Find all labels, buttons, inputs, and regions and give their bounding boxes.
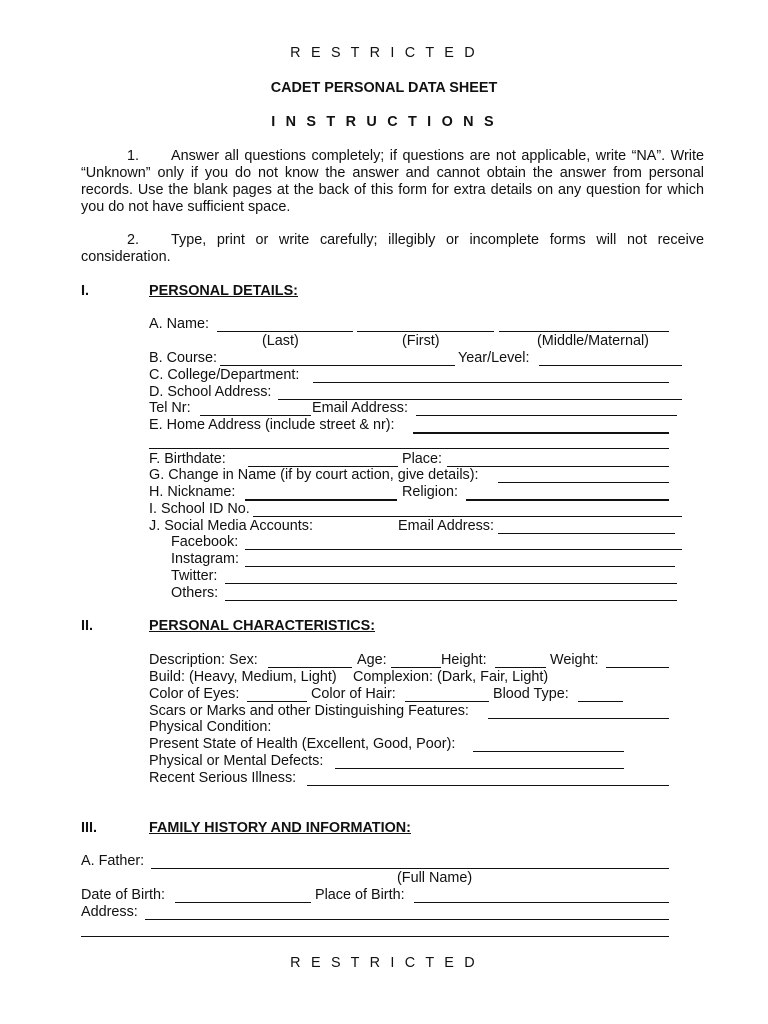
instruction-2-line-1: Type, print or write carefully; illegibly or incomplete forms will not receive — [171, 232, 704, 248]
pob-label: Place of Birth: — [315, 887, 405, 903]
age-label: Age: — [357, 652, 387, 668]
instruction-2-line-2: consideration. — [81, 249, 171, 265]
address-field-2[interactable] — [81, 936, 669, 937]
nickname-label: H. Nickname: — [149, 484, 236, 500]
weight-field[interactable] — [606, 667, 669, 668]
course-field[interactable] — [220, 365, 455, 366]
school-id-field[interactable] — [253, 516, 682, 517]
first-name-field[interactable] — [357, 331, 494, 332]
form-title: CADET PERSONAL DATA SHEET — [270, 80, 498, 96]
physical-condition-label: Physical Condition: — [149, 719, 272, 735]
social-email-label: Email Address: — [398, 518, 494, 534]
instagram-label: Instagram: — [171, 551, 239, 567]
last-caption: (Last) — [262, 333, 299, 349]
course-label: B. Course: — [149, 350, 217, 366]
section-3-title: FAMILY HISTORY AND INFORMATION: — [149, 820, 411, 836]
instructions-heading: I N S T R U C T I O N S — [271, 114, 497, 130]
year-level-label: Year/Level: — [458, 350, 530, 366]
nickname-field[interactable] — [245, 499, 397, 501]
instruction-1-line-4: you do not have sufficient space. — [81, 199, 291, 215]
hair-label: Color of Hair: — [311, 686, 396, 702]
instruction-1-number: 1. — [127, 148, 140, 164]
twitter-label: Twitter: — [171, 568, 218, 584]
blood-type-label: Blood Type: — [493, 686, 569, 702]
email-label: Email Address: — [312, 400, 408, 416]
year-level-field[interactable] — [539, 365, 682, 366]
full-name-caption: (Full Name) — [397, 870, 473, 886]
social-email-field[interactable] — [498, 533, 675, 534]
place-label: Place: — [402, 451, 442, 467]
dob-label: Date of Birth: — [81, 887, 165, 903]
tel-label: Tel Nr: — [149, 400, 191, 416]
name-label: A. Name: — [149, 316, 209, 332]
illness-field[interactable] — [307, 785, 669, 786]
section-2-title: PERSONAL CHARACTERISTICS: — [149, 618, 375, 634]
last-name-field[interactable] — [217, 331, 353, 332]
weight-label: Weight: — [550, 652, 599, 668]
others-label: Others: — [171, 585, 219, 601]
tel-field[interactable] — [200, 415, 311, 416]
birthdate-label: F. Birthdate: — [149, 451, 226, 467]
first-caption: (First) — [402, 333, 440, 349]
father-name-field[interactable] — [151, 868, 669, 869]
dob-field[interactable] — [175, 902, 311, 903]
place-field[interactable] — [447, 466, 669, 467]
eyes-label: Color of Eyes: — [149, 686, 240, 702]
facebook-label: Facebook: — [171, 534, 239, 550]
facebook-field[interactable] — [245, 549, 682, 550]
father-label: A. Father: — [81, 853, 145, 869]
instruction-1-line-1: Answer all questions completely; if questions are not applicable, write “NA”. Write — [171, 148, 704, 164]
instruction-2-number: 2. — [127, 232, 140, 248]
hair-field[interactable] — [405, 701, 489, 702]
scars-label: Scars or Marks and other Distinguishing Features: — [149, 703, 469, 719]
build-label: Build: (Heavy, Medium, Light) — [149, 669, 337, 685]
religion-field[interactable] — [466, 499, 669, 501]
restricted-header: R E S T R I C T E D — [290, 45, 478, 61]
health-label: Present State of Health (Excellent, Good, Poor): — [149, 736, 456, 752]
eyes-field[interactable] — [247, 701, 307, 702]
twitter-field[interactable] — [225, 583, 677, 584]
complexion-label: Complexion: (Dark, Fair, Light) — [353, 669, 549, 685]
home-address-field[interactable] — [413, 432, 669, 434]
social-media-label: J. Social Media Accounts: — [149, 518, 313, 534]
change-name-label: G. Change in Name (if by court action, give details): — [149, 467, 479, 483]
height-field[interactable] — [495, 667, 546, 668]
defects-label: Physical or Mental Defects: — [149, 753, 324, 769]
middle-name-field[interactable] — [499, 331, 669, 332]
section-2-number: II. — [81, 618, 93, 634]
instagram-field[interactable] — [245, 566, 675, 567]
health-field[interactable] — [473, 751, 624, 752]
defects-field[interactable] — [335, 768, 624, 769]
college-label: C. College/Department: — [149, 367, 300, 383]
section-1-number: I. — [81, 283, 89, 299]
section-3-number: III. — [81, 820, 97, 836]
others-field[interactable] — [225, 600, 677, 601]
school-id-label: I. School ID No. — [149, 501, 250, 517]
school-address-label: D. School Address: — [149, 384, 272, 400]
change-name-field[interactable] — [498, 482, 669, 483]
height-label: Height: — [441, 652, 487, 668]
email-field[interactable] — [416, 415, 677, 416]
pob-field[interactable] — [414, 902, 669, 903]
address-field[interactable] — [145, 919, 669, 920]
instruction-1-line-3: records. Use the blank pages at the back of this form for extra details on any question for which — [81, 182, 704, 198]
sex-label: Description: Sex: — [149, 652, 258, 668]
sex-field[interactable] — [268, 667, 352, 668]
illness-label: Recent Serious Illness: — [149, 770, 297, 786]
middle-caption: (Middle/Maternal) — [537, 333, 649, 349]
college-field[interactable] — [313, 382, 669, 383]
scars-field[interactable] — [488, 718, 669, 719]
instruction-1-line-2: “Unknown” only if you do not know the answer and cannot obtain the answer from personal — [81, 165, 704, 181]
home-address-label: E. Home Address (include street & nr): — [149, 417, 395, 433]
age-field[interactable] — [391, 667, 441, 668]
religion-label: Religion: — [402, 484, 458, 500]
restricted-footer: R E S T R I C T E D — [290, 955, 478, 971]
section-1-title: PERSONAL DETAILS: — [149, 283, 298, 299]
address-label: Address: — [81, 904, 138, 920]
blood-type-field[interactable] — [578, 701, 623, 702]
home-address-field-2[interactable] — [149, 448, 669, 449]
